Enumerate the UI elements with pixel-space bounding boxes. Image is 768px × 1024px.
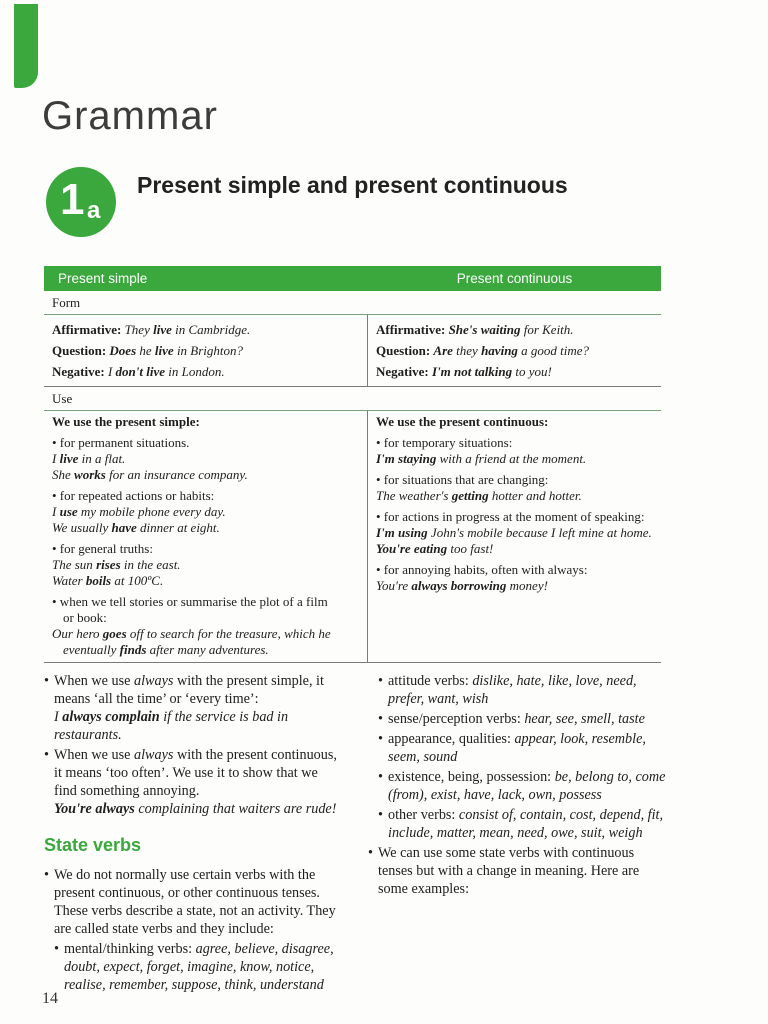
text-run: after many adventures. [146, 642, 269, 657]
text-run: money! [506, 578, 548, 593]
use-bullet: • for situations that are changing: [376, 472, 549, 487]
form-left-cell [44, 315, 368, 386]
use-left-cell [44, 411, 368, 662]
text-run: appearance, qualities: [388, 731, 515, 747]
text-run: getting [451, 488, 489, 503]
text-run: my mobile phone every day. [77, 504, 226, 519]
use-label: Use [44, 386, 661, 411]
text-run: always borrowing [411, 578, 507, 593]
always-note-example [54, 800, 344, 818]
text-run: in the east. [120, 557, 181, 572]
form-row [44, 315, 661, 386]
text-run: live [59, 451, 79, 466]
text-run: hear, see, smell, taste [524, 711, 645, 727]
always-note [44, 746, 344, 818]
state-verb-category [368, 672, 668, 708]
use-bullet: • for permanent situations. [52, 435, 190, 450]
text-run: When we use [54, 747, 134, 763]
state-verbs-final-note: • We can use some state verbs with continuous tenses but with a change in meaning. Here are some examples: [368, 844, 668, 898]
text-run: You're eating [376, 541, 448, 556]
text-run: complaining that waiters are rude! [134, 801, 337, 817]
use-right-list [376, 435, 653, 594]
text-run: use [59, 504, 78, 519]
text-run: attitude verbs: [388, 673, 473, 689]
use-example [376, 488, 653, 504]
text-run: always [133, 673, 174, 689]
use-left-list [52, 435, 359, 658]
unit-badge [46, 167, 116, 237]
use-item [376, 562, 653, 594]
use-example [52, 520, 359, 536]
use-right-heading: We use the present continuous: [376, 414, 549, 429]
text-run: off to search for the treasure, which he [126, 626, 331, 641]
text-run: I [52, 451, 60, 466]
header-present-simple: Present simple [58, 270, 148, 286]
use-example [376, 541, 653, 557]
state-verb-category [368, 806, 668, 842]
page-title: Grammar [42, 94, 218, 138]
use-item [376, 509, 653, 557]
use-example [52, 626, 359, 642]
notes-right-column [368, 672, 668, 900]
text-run: Our hero [52, 626, 103, 641]
text-run: She [52, 467, 75, 482]
text-run: You're [376, 578, 412, 593]
use-example [376, 578, 653, 594]
form-line [376, 340, 653, 361]
use-item [376, 472, 653, 504]
form-line-label: Negative: [52, 364, 108, 379]
use-example [52, 573, 359, 589]
use-row [44, 411, 661, 663]
text-run: I [54, 709, 63, 725]
text-run: works [74, 467, 106, 482]
text-run: for Keith. [520, 322, 574, 337]
text-run: mental/thinking verbs: [64, 941, 196, 957]
text-run: live [153, 322, 172, 337]
use-item [52, 435, 359, 483]
text-run: in a flat. [78, 451, 126, 466]
text-run: don't live [115, 364, 166, 379]
text-run: boils [85, 573, 112, 588]
text-run: Water [52, 573, 86, 588]
always-note-example [54, 708, 344, 744]
text-run: We usually [52, 520, 112, 535]
text-run: I'm not talking [431, 364, 513, 379]
form-line [52, 319, 359, 340]
form-line-label: Question: [376, 343, 434, 358]
use-item [52, 541, 359, 589]
always-note [44, 672, 344, 744]
form-line-label: Question: [52, 343, 110, 358]
form-line [52, 340, 359, 361]
text-run: they [452, 343, 482, 358]
use-example [376, 525, 653, 541]
use-item [52, 488, 359, 536]
text-run: a good time? [517, 343, 590, 358]
use-example [52, 642, 359, 658]
form-line [376, 319, 653, 340]
form-line [376, 361, 653, 382]
text-run: She's waiting [448, 322, 521, 337]
unit-number: 1 [60, 175, 85, 224]
use-example [376, 451, 653, 467]
text-run: You're always [54, 801, 135, 817]
use-bullet: • for annoying habits, often with always: [376, 562, 588, 577]
text-run: existence, being, possession: [388, 769, 555, 785]
text-run: dinner at eight. [136, 520, 220, 535]
grammar-table [44, 266, 661, 663]
text-run: with a friend at the moment. [436, 451, 587, 466]
state-verb-category [368, 768, 668, 804]
text-run: at 100ºC. [111, 573, 164, 588]
state-verbs-heading: State verbs [44, 835, 142, 855]
use-item [52, 594, 359, 658]
text-run: he [136, 343, 155, 358]
state-verb-category [44, 940, 344, 994]
text-run: in Cambridge. [171, 322, 251, 337]
text-run: appear, look, resemble, seem, sound [388, 731, 646, 765]
text-run: having [481, 343, 518, 358]
text-run: if the service is bad in restaurants. [54, 709, 289, 743]
text-run: I'm staying [376, 451, 437, 466]
text-run: Are [433, 343, 453, 358]
text-run: hotter and hotter. [488, 488, 582, 503]
text-run: be, belong to, come (from), exist, have, lack, own, possess [388, 769, 666, 803]
use-example [52, 467, 359, 483]
use-example [52, 451, 359, 467]
unit-letter: a [87, 197, 101, 224]
text-run: I'm using [376, 525, 428, 540]
use-bullet-continued: or book: [63, 610, 107, 625]
text-run: Does [109, 343, 137, 358]
text-run: John's mobile because I left mine at home. [427, 525, 652, 540]
use-bullet: • when we tell stories or summarise the plot of a film [52, 594, 328, 609]
notes-left-column [44, 672, 344, 996]
form-line-label: Negative: [376, 364, 432, 379]
text-run: always complain [62, 709, 160, 725]
form-right-cell [368, 315, 661, 386]
use-bullet: • for temporary situations: [376, 435, 513, 450]
use-right-cell [368, 411, 661, 662]
text-run: in London. [165, 364, 225, 379]
text-run: finds [119, 642, 147, 657]
use-bullet: • for actions in progress at the moment of speaking: [376, 509, 645, 524]
use-bullet: • for repeated actions or habits: [52, 488, 215, 503]
text-run: goes [102, 626, 127, 641]
text-run: other verbs: [388, 807, 459, 823]
page-number: 14 [42, 990, 58, 1007]
text-run: I [52, 504, 60, 519]
header-present-continuous: Present continuous [456, 270, 573, 286]
text-run: sense/perception verbs: [388, 711, 525, 727]
text-run: consist of, contain, cost, depend, fit, include, matter, mean, need, owe, suit, weigh [388, 807, 664, 841]
text-run: to you! [512, 364, 552, 379]
text-run: The weather's [376, 488, 452, 503]
use-item [376, 435, 653, 467]
text-run: agree, believe, disagree, doubt, expect, forget, imagine, know, notice, realise, remember, suppose, think, understand [64, 941, 334, 993]
use-left-heading: We use the present simple: [52, 414, 200, 429]
text-run: in Brighton? [173, 343, 244, 358]
text-run: dislike, hate, like, love, need, prefer, want, wish [388, 673, 637, 707]
state-verb-category [368, 730, 668, 766]
form-line-label: Affirmative: [376, 322, 449, 337]
text-run: When we use [54, 673, 134, 689]
use-bullet: • for general truths: [52, 541, 153, 556]
form-label: Form [44, 291, 661, 315]
form-line [52, 361, 359, 382]
state-verbs-intro: • We do not normally use certain verbs with the present continuous, or other continuous tenses. These verbs describe a state, not an activity. They are called state verbs and they include: [44, 866, 344, 938]
text-run: with the present simple, it means ‘all the time’ or ‘every time’: [54, 673, 324, 707]
text-run: always [133, 747, 174, 763]
unit-subtitle: Present simple and present continuous [137, 172, 568, 198]
text-run: live [154, 343, 174, 358]
state-verb-categories [368, 672, 668, 842]
table-header [44, 266, 661, 291]
text-run: rises [96, 557, 121, 572]
state-verb-category [368, 710, 668, 728]
text-run: with the present continuous, it means ‘too often’. We use it to show that we find something annoying. [54, 747, 337, 799]
text-run: have [111, 520, 137, 535]
always-notes [44, 672, 344, 818]
text-run: too fast! [447, 541, 494, 556]
text-run: The sun [52, 557, 97, 572]
text-run: They [124, 322, 154, 337]
use-example [52, 504, 359, 520]
use-example [52, 557, 359, 573]
text-run: eventually [63, 642, 120, 657]
chapter-tab-marker [14, 4, 38, 88]
text-run: I [107, 364, 116, 379]
text-run: for an insurance company. [105, 467, 248, 482]
form-line-label: Affirmative: [52, 322, 125, 337]
